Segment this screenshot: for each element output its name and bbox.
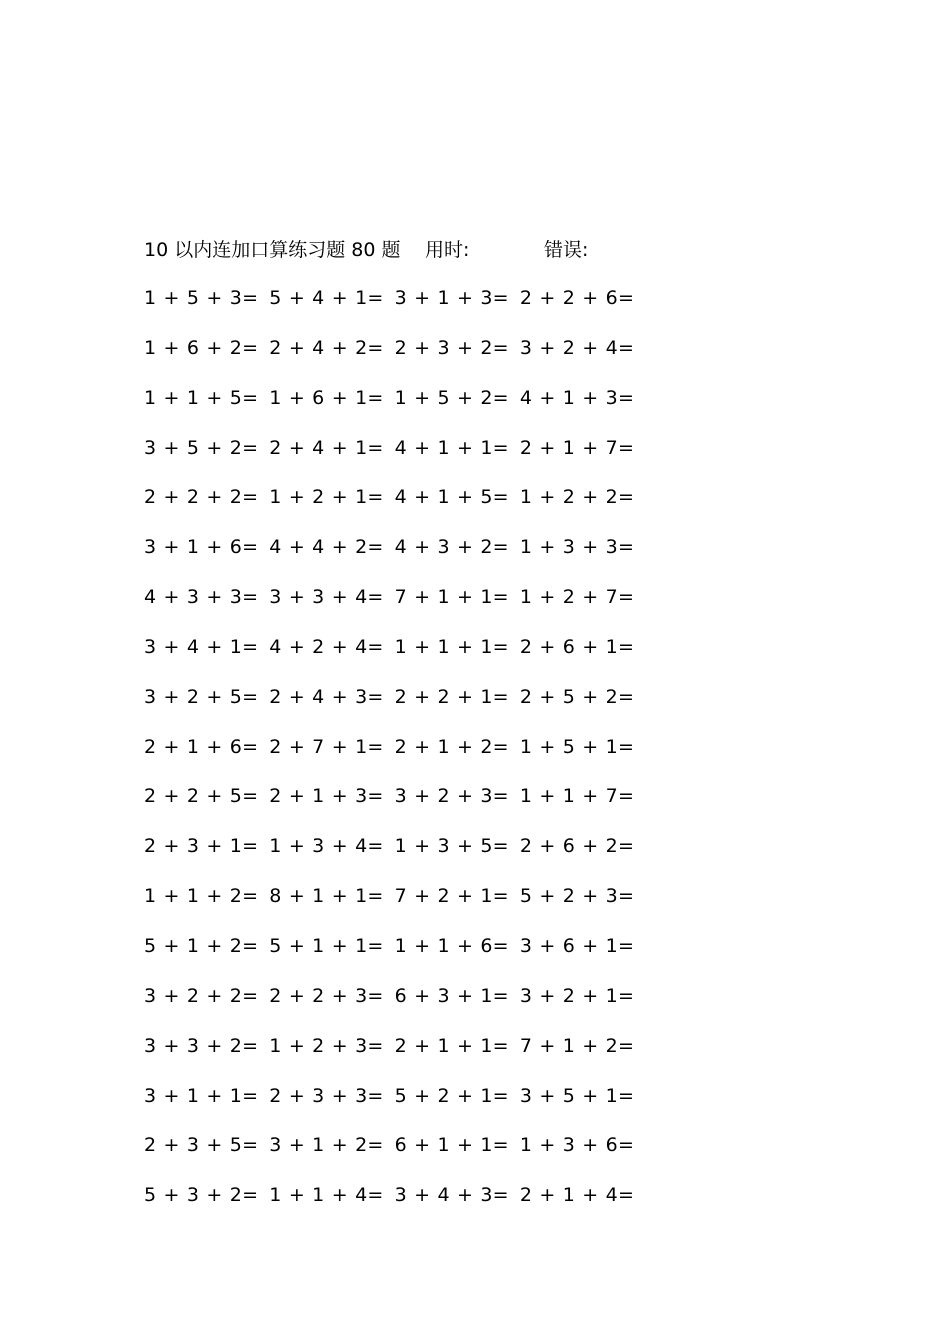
problem-item: 2 + 5 + 2= [519, 685, 635, 708]
problem-item: 2 + 2 + 6= [519, 287, 635, 309]
problem-item: 4 + 1 + 5= [394, 486, 509, 509]
problem-item: 2 + 3 + 1= [144, 835, 259, 858]
problem-item: 2 + 6 + 1= [519, 635, 635, 658]
problem-item: 1 + 2 + 1= [269, 486, 384, 509]
problem-row [144, 1082, 644, 1132]
problem-item: 1 + 6 + 2= [144, 336, 259, 359]
problem-item: 3 + 2 + 2= [144, 984, 259, 1007]
problem-item: 2 + 2 + 2= [144, 486, 259, 509]
problem-row [144, 683, 644, 733]
problem-item: 4 + 3 + 3= [144, 586, 259, 609]
problem-item: 1 + 3 + 4= [269, 835, 384, 858]
problem-item: 5 + 3 + 2= [144, 1184, 259, 1207]
problem-item: 6 + 3 + 1= [394, 984, 509, 1007]
problem-row [144, 583, 644, 633]
problem-item: 3 + 2 + 4= [519, 336, 635, 359]
problem-row [144, 1131, 644, 1181]
problem-item: 5 + 1 + 1= [269, 934, 384, 957]
problem-item: 5 + 1 + 2= [144, 934, 259, 957]
problem-grid [144, 284, 644, 1231]
problem-item: 3 + 2 + 5= [144, 685, 259, 708]
problem-item: 7 + 2 + 1= [394, 885, 509, 908]
problem-row [144, 633, 644, 683]
problem-item: 3 + 1 + 2= [269, 1134, 384, 1157]
problem-item: 1 + 1 + 4= [269, 1184, 384, 1207]
problem-item: 1 + 2 + 7= [519, 586, 635, 609]
problem-item: 1 + 5 + 1= [519, 735, 635, 758]
problem-item: 3 + 2 + 1= [519, 984, 635, 1007]
problem-row [144, 1032, 644, 1082]
problem-item: 2 + 4 + 3= [269, 685, 384, 708]
problem-row [144, 932, 644, 982]
problem-item: 4 + 3 + 2= [394, 536, 509, 559]
problem-row [144, 533, 644, 583]
problem-item: 3 + 1 + 3= [394, 287, 509, 309]
problem-item: 5 + 2 + 3= [519, 885, 635, 908]
problem-item: 4 + 2 + 4= [269, 635, 384, 658]
problem-item: 2 + 2 + 1= [394, 685, 509, 708]
problem-item: 2 + 3 + 3= [269, 1084, 384, 1107]
problem-item: 6 + 1 + 1= [394, 1134, 509, 1157]
problem-item: 8 + 1 + 1= [269, 885, 384, 908]
problem-item: 2 + 1 + 4= [519, 1184, 635, 1207]
problem-item: 2 + 1 + 7= [519, 436, 635, 459]
problem-item: 1 + 1 + 6= [394, 934, 509, 957]
problem-item: 1 + 3 + 3= [519, 536, 635, 559]
problem-item: 3 + 4 + 1= [144, 635, 259, 658]
problem-item: 2 + 2 + 5= [144, 785, 259, 808]
problem-item: 2 + 3 + 2= [394, 336, 509, 359]
problem-item: 2 + 1 + 2= [394, 735, 509, 758]
problem-row [144, 882, 644, 932]
problem-item: 2 + 3 + 5= [144, 1134, 259, 1157]
problem-row [144, 434, 644, 484]
problem-item: 1 + 5 + 3= [144, 287, 259, 309]
problem-item: 2 + 2 + 3= [269, 984, 384, 1007]
problem-item: 7 + 1 + 1= [394, 586, 509, 609]
problem-row [144, 384, 644, 434]
problem-item: 5 + 2 + 1= [394, 1084, 509, 1107]
problem-item: 3 + 1 + 1= [144, 1084, 259, 1107]
problem-item: 2 + 4 + 1= [269, 436, 384, 459]
problem-row [144, 832, 644, 882]
worksheet-title: 10 以内连加口算练习题 80 题 [144, 239, 401, 261]
problem-item: 2 + 1 + 6= [144, 735, 259, 758]
error-count-label: 错误: [544, 239, 589, 261]
problem-item: 3 + 3 + 4= [269, 586, 384, 609]
problem-item: 3 + 5 + 2= [144, 436, 259, 459]
problem-item: 1 + 3 + 6= [519, 1134, 635, 1157]
problem-item: 1 + 1 + 7= [519, 785, 635, 808]
problem-row [144, 982, 644, 1032]
problem-item: 2 + 6 + 2= [519, 835, 635, 858]
problem-item: 3 + 1 + 6= [144, 536, 259, 559]
problem-item: 4 + 1 + 3= [519, 386, 635, 409]
problem-item: 3 + 2 + 3= [394, 785, 509, 808]
problem-item: 1 + 1 + 5= [144, 386, 259, 409]
problem-item: 1 + 2 + 3= [269, 1034, 384, 1057]
problem-row [144, 284, 644, 334]
problem-row [144, 483, 644, 533]
problem-row [144, 733, 644, 783]
problem-item: 1 + 6 + 1= [269, 386, 384, 409]
problem-item: 2 + 7 + 1= [269, 735, 384, 758]
problem-item: 1 + 2 + 2= [519, 486, 635, 509]
problem-item: 2 + 1 + 3= [269, 785, 384, 808]
problem-row [144, 334, 644, 384]
problem-item: 4 + 1 + 1= [394, 436, 509, 459]
problem-item: 4 + 4 + 2= [269, 536, 384, 559]
problem-item: 1 + 5 + 2= [394, 386, 509, 409]
problem-item: 1 + 1 + 1= [394, 635, 509, 658]
problem-item: 2 + 4 + 2= [269, 336, 384, 359]
problem-row [144, 1181, 644, 1231]
problem-item: 3 + 5 + 1= [519, 1084, 635, 1107]
time-used-label: 用时: [425, 239, 470, 261]
problem-item: 3 + 6 + 1= [519, 934, 635, 957]
problem-item: 3 + 4 + 3= [394, 1184, 509, 1207]
problem-row [144, 782, 644, 832]
problem-item: 1 + 3 + 5= [394, 835, 509, 858]
problem-item: 3 + 3 + 2= [144, 1034, 259, 1057]
problem-item: 1 + 1 + 2= [144, 885, 259, 908]
problem-item: 2 + 1 + 1= [394, 1034, 509, 1057]
problem-item: 5 + 4 + 1= [269, 287, 384, 309]
problem-item: 7 + 1 + 2= [519, 1034, 635, 1057]
